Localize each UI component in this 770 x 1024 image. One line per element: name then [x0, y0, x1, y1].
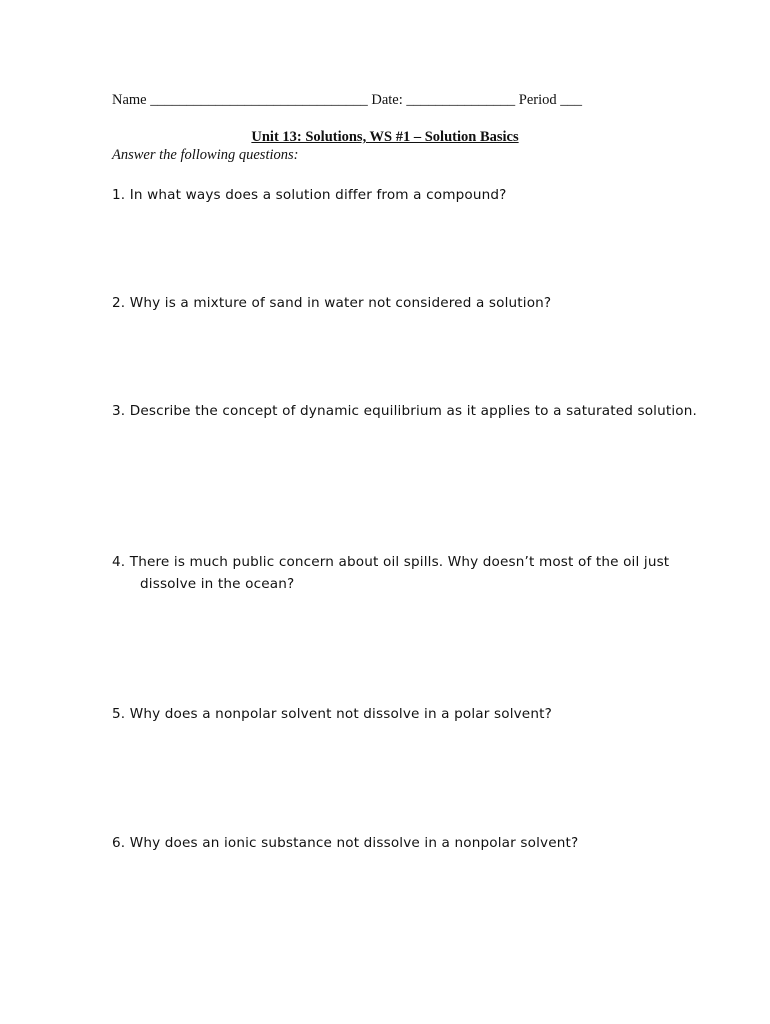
- name-date-period-line: Name ______________________________ Date: _______________ Period ___: [112, 92, 583, 108]
- question-3-text: 3. Describe the concept of dynamic equilibrium as it applies to a saturated solution.: [112, 403, 697, 419]
- worksheet-title: Unit 13: Solutions, WS #1 – Solution Basics: [251, 129, 519, 145]
- question-1-text: 1. In what ways does a solution differ from a compound?: [112, 187, 507, 203]
- question-2: [112, 292, 672, 314]
- question-2-text: 2. Why is a mixture of sand in water not considered a solution?: [112, 295, 552, 311]
- question-1: [112, 184, 672, 206]
- question-4: [112, 551, 712, 595]
- question-6: [112, 832, 672, 854]
- question-5: [112, 703, 672, 725]
- question-5-text: 5. Why does a nonpolar solvent not dissolve in a polar solvent?: [112, 706, 552, 722]
- question-3: [112, 400, 712, 422]
- question-4-text: 4. There is much public concern about oil spills. Why doesn’t most of the oil just dissolve in the ocean?: [112, 554, 670, 592]
- instructions: Answer the following questions:: [112, 147, 299, 163]
- question-6-text: 6. Why does an ionic substance not dissolve in a nonpolar solvent?: [112, 835, 579, 851]
